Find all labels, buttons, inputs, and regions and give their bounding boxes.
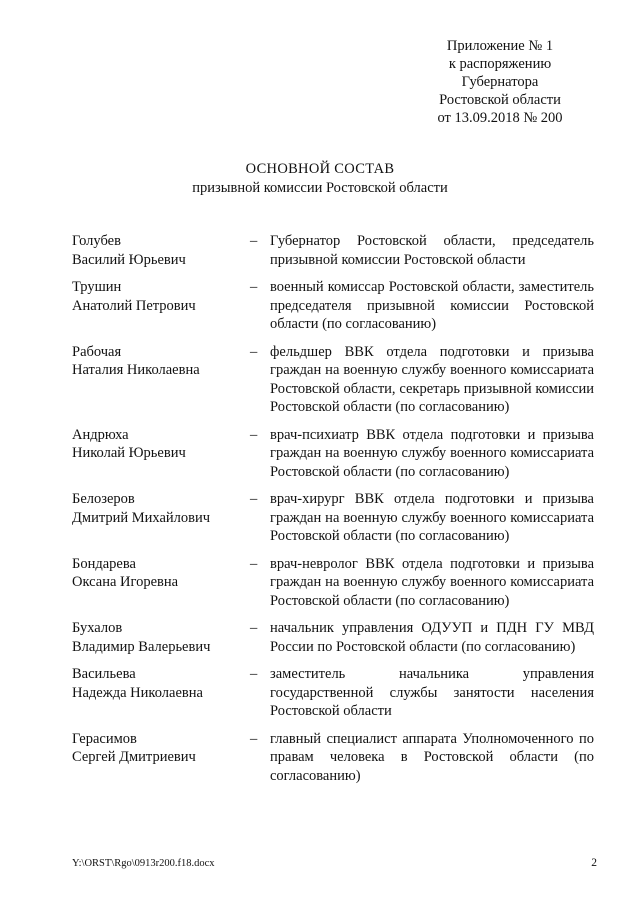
member-dash: –: [250, 343, 258, 360]
member-given-names: Наталия Николаевна: [72, 362, 200, 378]
member-name: [72, 665, 250, 721]
member-dash: –: [250, 491, 258, 507]
member-name: [72, 343, 250, 417]
member-surname: Герасимов: [72, 730, 137, 747]
member-role: врач-хирург ВВК отдела подготовки и призыва граждан на военную службу военного комиссариата Ростовской области (по согласованию): [270, 491, 594, 544]
member-given-names: Василий Юрьевич: [72, 251, 186, 268]
member-surname: Андрюха: [72, 426, 129, 443]
member-name: [72, 426, 250, 482]
member-dash: –: [250, 666, 258, 682]
member-given-names: Оксана Игоревна: [72, 574, 179, 590]
member-row: [72, 278, 594, 334]
member-role: Губернатор Ростовской области, председатель призывной комиссии Ростовской области: [270, 233, 594, 268]
member-dash: –: [250, 426, 258, 443]
member-name: [72, 232, 250, 269]
member-dash: –: [250, 620, 258, 636]
member-surname: Бондарева: [72, 555, 136, 572]
member-role: врач-невролог ВВК отдела подготовки и призыва граждан на военную службу военного комиссариата Ростовской области (по согласованию): [270, 555, 594, 609]
member-dash: –: [250, 555, 258, 572]
member-role: врач-психиатр ВВК отдела подготовки и призыва граждан на военную службу военного комиссариата Ростовской области (по согласованию): [270, 426, 594, 480]
member-surname: Васильева: [72, 666, 136, 682]
title-heading: ОСНОВНОЙ СОСТАВ: [245, 161, 395, 177]
member-surname: Бухалов: [72, 620, 123, 636]
member-row: [72, 232, 594, 269]
member-surname: Голубев: [72, 233, 121, 249]
member-dash: –: [250, 730, 258, 747]
member-given-names: Надежда Николаевна: [72, 684, 203, 701]
member-role: военный комиссар Ростовской области, заместитель председателя призывной комиссии Ростовской области (по согласованию): [270, 279, 594, 332]
member-dash: –: [250, 279, 258, 295]
member-name: [72, 555, 250, 611]
appendix-line: Ростовской области: [439, 92, 561, 108]
member-name: [72, 619, 250, 656]
members-list: [72, 232, 594, 794]
member-name: [72, 278, 250, 334]
member-row: [72, 619, 594, 656]
member-given-names: Анатолий Петрович: [72, 297, 196, 314]
member-row: [72, 426, 594, 482]
member-row: [72, 490, 594, 546]
member-dash: –: [250, 233, 258, 249]
member-row: [72, 730, 594, 786]
member-given-names: Владимир Валерьевич: [72, 638, 211, 655]
member-role: начальник управления ОДУУП и ПДН ГУ МВД России по Ростовской области (по согласованию): [270, 620, 594, 655]
member-role: фельдшер ВВК отдела подготовки и призыва граждан на военную службу военного комиссариата Ростовской области, секретарь призывной комиссии Ростовской области (по согласованию): [270, 343, 594, 415]
page-number: 2: [591, 857, 597, 869]
member-given-names: Сергей Дмитриевич: [72, 749, 196, 765]
member-name: [72, 490, 250, 546]
appendix-line: от 13.09.2018 № 200: [437, 110, 563, 126]
member-role: заместитель начальника управления государственной службы занятости населения Ростовской области: [270, 666, 594, 719]
member-surname: Белозеров: [72, 491, 135, 507]
member-given-names: Дмитрий Михайлович: [72, 509, 211, 526]
appendix-line: Приложение № 1: [446, 38, 554, 54]
member-given-names: Николай Юрьевич: [72, 445, 186, 461]
member-row: [72, 555, 594, 611]
member-surname: Трушин: [72, 279, 122, 295]
footer-file-path: Y:\ORST\Rgo\0913r200.f18.docx: [72, 858, 215, 869]
appendix-line: к распоряжению: [448, 56, 552, 72]
appendix-block: [400, 37, 600, 127]
member-row: [72, 665, 594, 721]
member-name: [72, 730, 250, 786]
title-subheading: призывной комиссии Ростовской области: [192, 180, 448, 196]
member-role: главный специалист аппарата Уполномоченного по правам человека в Ростовской области (по согласованию): [270, 730, 594, 784]
document-title: [0, 160, 640, 198]
member-surname: Рабочая: [72, 343, 122, 360]
member-row: [72, 343, 594, 417]
appendix-line: Губернатора: [461, 74, 539, 90]
